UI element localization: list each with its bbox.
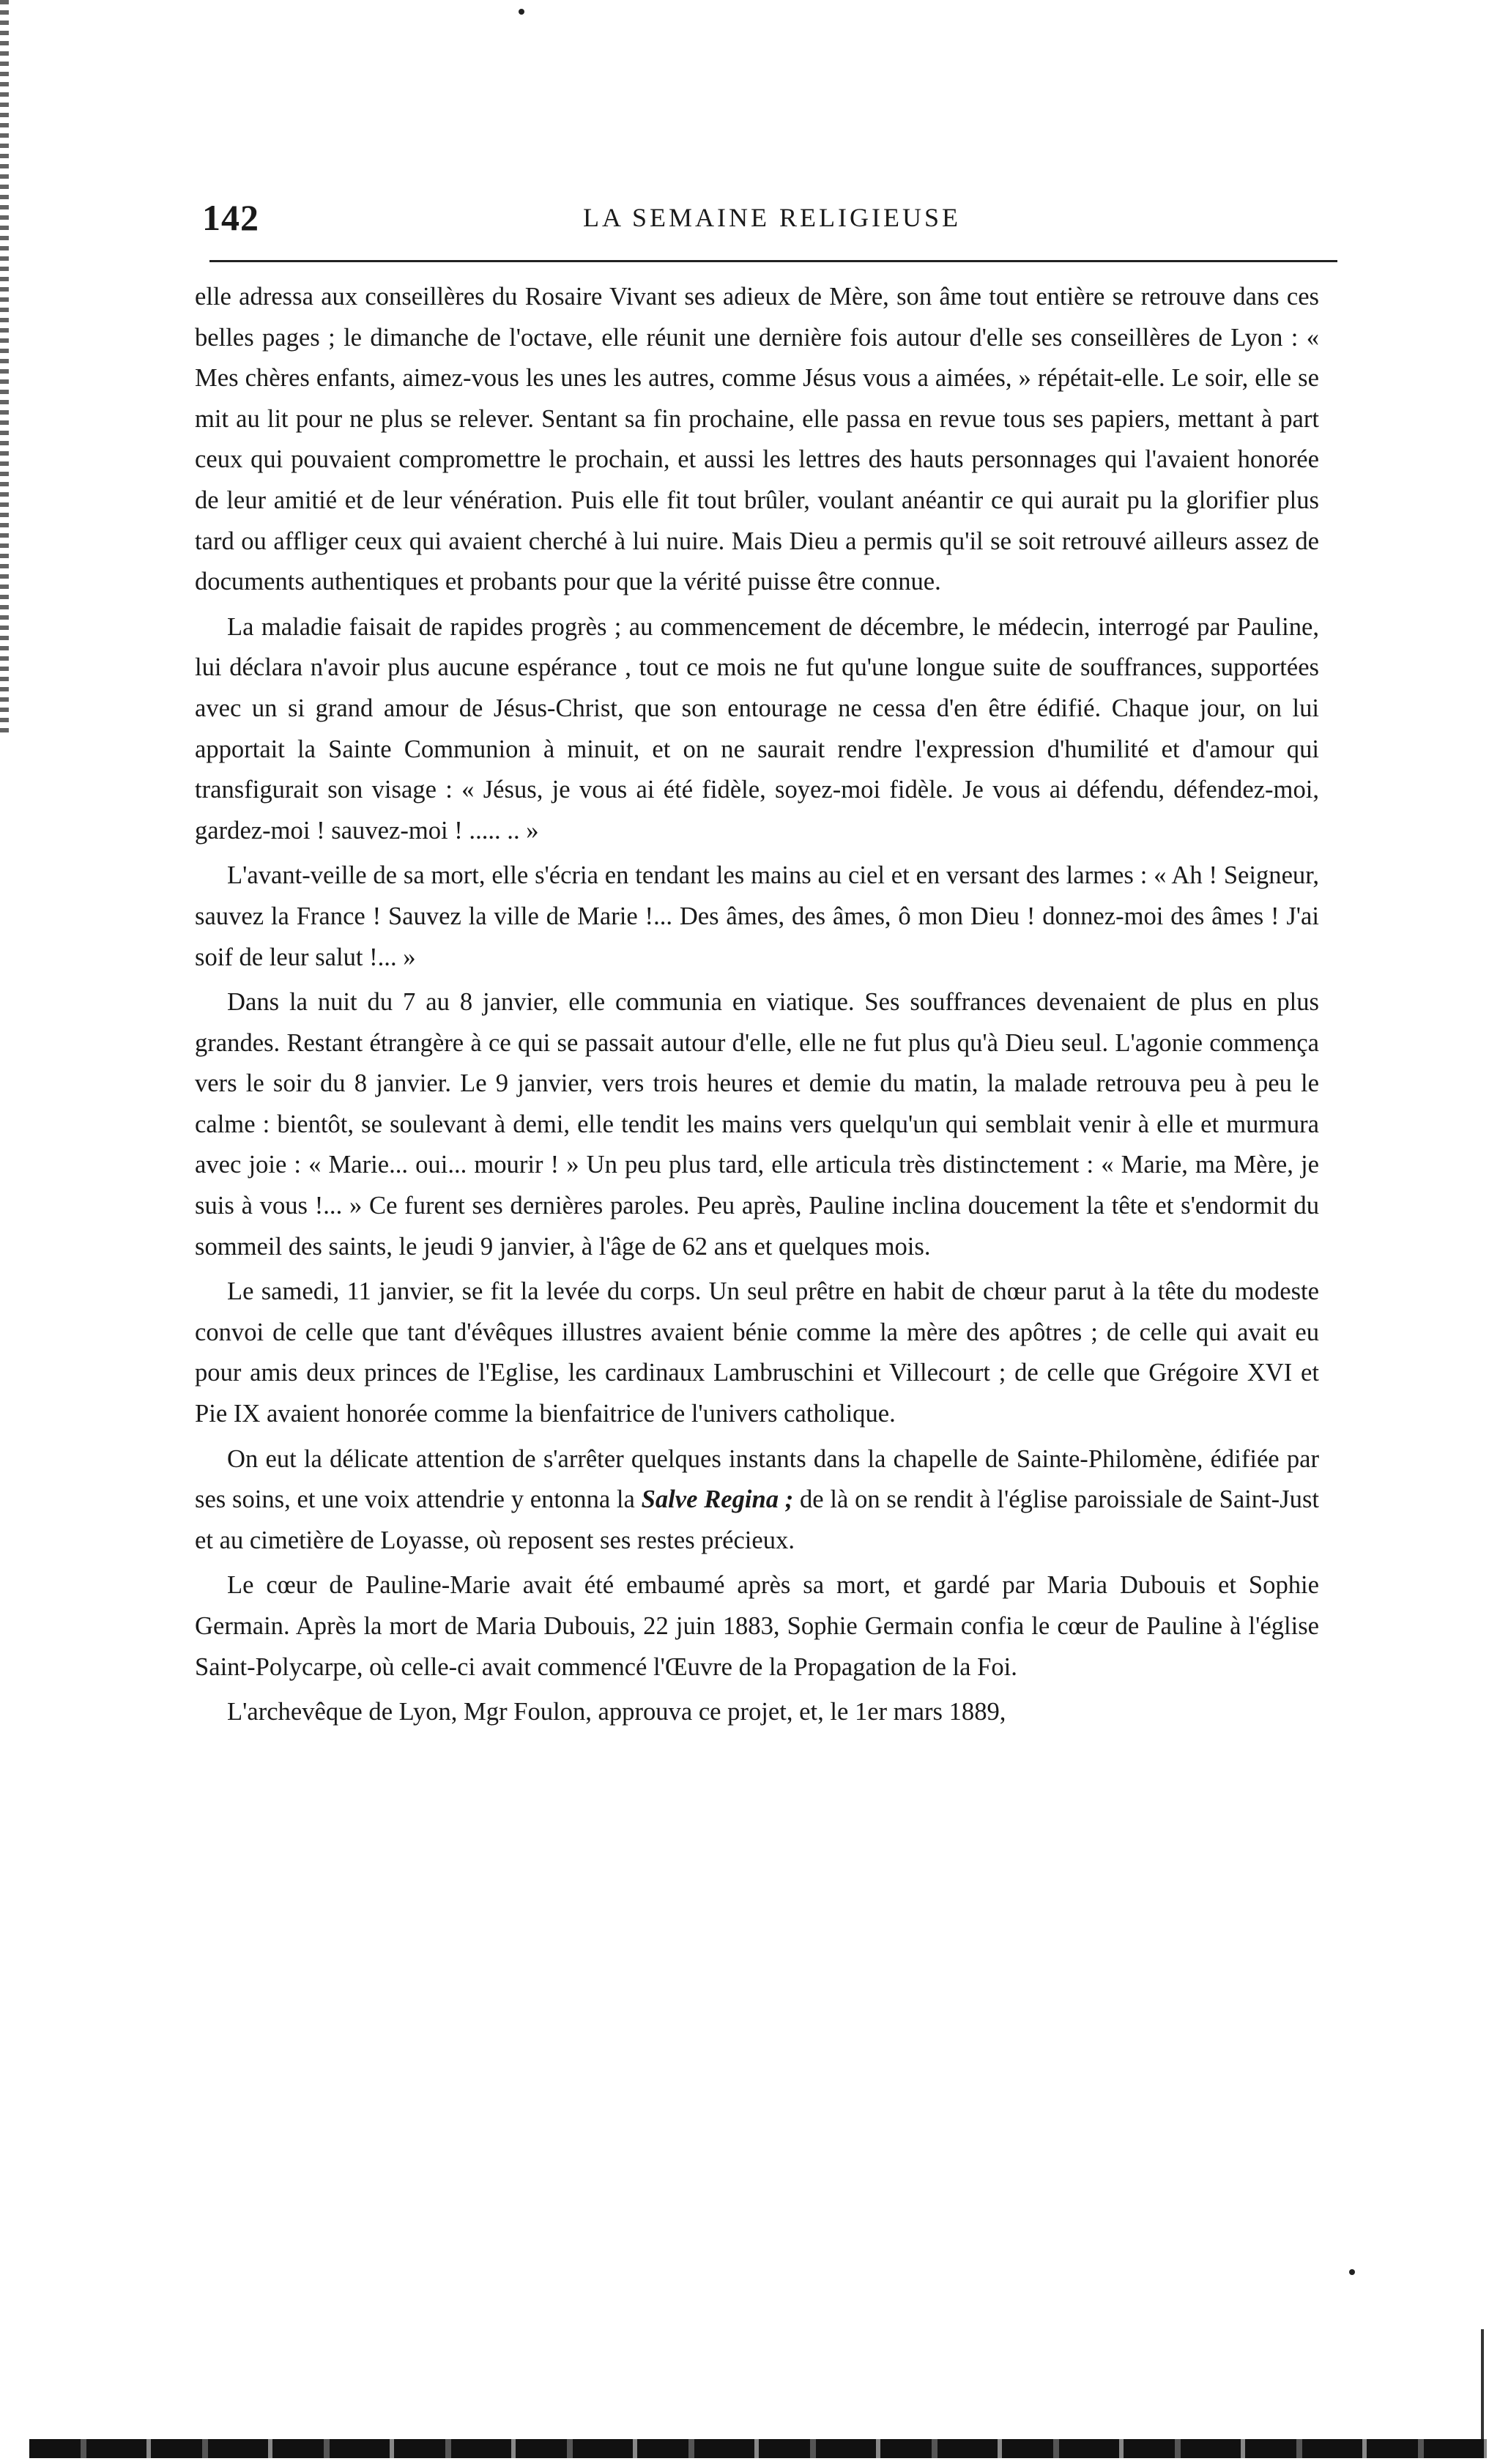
- page-header: [202, 196, 1337, 240]
- paragraph-6-text-a: On eut la délicate attention de s'arrêter quelques instants dans la chapelle de Sainte-Philomène, édifiée par ses soins, et une voix attendrie y entonna la: [195, 1444, 1319, 1514]
- paragraph-6: [195, 1439, 1319, 1562]
- scan-edge-bottom: [29, 2439, 1487, 2458]
- paragraph-5: Le samedi, 11 janvier, se fit la levée du corps. Un seul prêtre en habit de chœur parut à la tête du modeste convoi de celle que tant d'évêques illustres avaient bénie comme la mère des apôtres ; de celle qui avait eu pour amis deux princes de l'Eglise, les cardinaux Lambruschini et Villecourt ; de celle que Grégoire XVI et Pie IX avaient honorée comme la bienfaitrice de l'univers catholique.: [195, 1277, 1319, 1428]
- header-rule: [209, 260, 1337, 262]
- paragraph-8: L'archevêque de Lyon, Mgr Foulon, approuva ce projet, et, le 1er mars 1889,: [227, 1698, 1006, 1726]
- page-number: 142: [202, 197, 259, 238]
- paragraph-3: L'avant-veille de sa mort, elle s'écria en tendant les mains au ciel et en versant des larmes : « Ah ! Seigneur, sauvez la France ! Sauvez la ville de Marie !... Des âmes, des âmes, ô mon Dieu ! donnez-moi des âmes ! J'ai soif de leur salut !... »: [195, 861, 1319, 971]
- body-text: [195, 277, 1319, 1737]
- paragraph-2: La maladie faisait de rapides progrès ; au commencement de décembre, le médecin, interrogé par Pauline, lui déclara n'avoir plus aucune espérance , tout ce mois ne fut qu'une longue suite de souffrances, supportées avec un si grand amour de Jésus-Christ, que son entourage ne cessa d'en être édifié. Chaque jour, on lui apportait la Sainte Communion à minuit, et on ne saurait rendre l'expression d'humilité et d'amour qui transfigurait son visage : « Jésus, je vous ai été fidèle, soyez-moi fidèle. Je vous ai défendu, défendez-moi, gardez-moi ! sauvez-moi ! ..... .. »: [195, 612, 1319, 845]
- scan-speck: [519, 9, 524, 15]
- scan-edge-right: [1481, 2329, 1484, 2439]
- paragraph-1: elle adressa aux conseillères du Rosaire Vivant ses adieux de Mère, son âme tout entière se retrouve dans ces belles pages ; le dimanche de l'octave, elle réunit une dernière fois autour d'elle ses conseillères de Lyon : « Mes chères enfants, aimez-vous les unes les autres, comme Jésus vous a aimées, » répétait-elle. Le soir, elle se mit au lit pour ne plus se relever. Sentant sa fin prochaine, elle passa en revue tous ses papiers, mettant à part ceux qui pouvaient compromettre le prochain, et aussi les lettres des hauts personnages qui l'avaient honorée de leur amitié et de leur vénération. Puis elle fit tout brûler, voulant anéantir ce qui aurait pu la glorifier plus tard ou affliger ceux qui avaient cherché à lui nuire. Mais Dieu a permis qu'il se soit retrouvé ailleurs assez de documents authentiques et probants pour que la vérité puisse être connue.: [195, 283, 1319, 596]
- paragraph-6-text-b: de là on se rendit à l'église paroissiale de Saint-Just et au cimetière de Loyasse, où reposent ses restes précieux.: [195, 1485, 1320, 1554]
- scan-speck: [1349, 2269, 1355, 2275]
- paragraph-4: Dans la nuit du 7 au 8 janvier, elle communia en viatique. Ses souffrances devenaient de plus en plus grandes. Restant étrangère à ce qui se passait autour d'elle, elle ne fut plus qu'à Dieu seul. L'agonie commença vers le soir du 8 janvier. Le 9 janvier, vers trois heures et demie du matin, la malade retrouva peu à peu le calme : bientôt, se soulevant à demi, elle tendit les mains vers quelqu'un qui semblait venir à elle et murmura avec joie : « Marie... oui... mourir ! » Un peu plus tard, elle articula très distinctement : « Marie, ma Mère, je suis à vous !... » Ce furent ses dernières paroles. Peu après, Pauline inclina doucement la tête et s'endormit du sommeil des saints, le jeudi 9 janvier, à l'âge de 62 ans et quelques mois.: [195, 988, 1319, 1261]
- paragraph-7: Le cœur de Pauline-Marie avait été embaumé après sa mort, et gardé par Maria Dubouis et Sophie Germain. Après la mort de Maria Dubouis, 22 juin 1883, Sophie Germain confia le cœur de Pauline à l'église Saint-Polycarpe, où celle-ci avait commencé l'Œuvre de la Propagation de la Foi.: [195, 1571, 1319, 1681]
- scan-edge-left: [0, 0, 9, 732]
- salve-regina-italic: Salve Regina ;: [641, 1485, 794, 1514]
- running-title: LA SEMAINE RELIGIEUSE: [583, 203, 961, 232]
